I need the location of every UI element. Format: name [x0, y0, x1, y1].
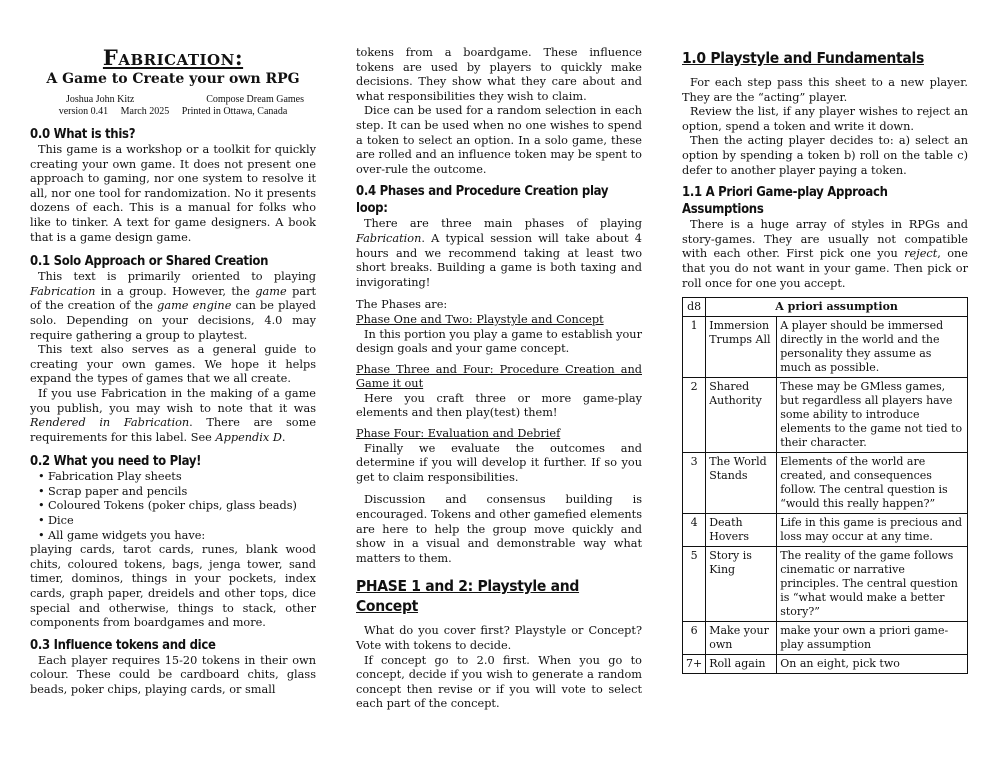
row-name: Death Hovers	[706, 514, 777, 547]
section-heading: 1.1 A Priori Game-play Approach Assumptions	[682, 185, 888, 218]
paragraph: Dice can be used for a random selection in each step. It can be used when no one wishes to spend a token to select an option. In a solo game, these are rolled and an influence token may be spent to over-rule the outcome.	[356, 104, 642, 176]
row-description: A player should be immersed directly in the world and the personality they assume as much as possible.	[777, 317, 968, 378]
table-row	[683, 622, 968, 655]
paragraph: In this portion you play a game to establish your design goals and your game concept.	[356, 327, 642, 356]
document-title: Fabrication:	[102, 45, 244, 70]
row-number: 2	[683, 378, 706, 453]
row-number: 5	[683, 547, 706, 622]
table-row	[683, 655, 968, 674]
table-header-title: A priori assumption	[706, 298, 968, 317]
row-name: Immersion Trumps All	[706, 317, 777, 378]
row-number: 4	[683, 514, 706, 547]
table-header-die: d8	[683, 298, 706, 317]
column-3	[682, 48, 968, 674]
paragraph: This text also serves as a general guide to creating your own games. We hope it helps expand the types of games that we all create.	[30, 343, 316, 386]
row-number: 7+	[683, 655, 706, 674]
paragraph: Review the list, if any player wishes to reject an option, spend a token and write it down.	[682, 105, 968, 133]
row-name: The World Stands	[706, 453, 777, 514]
paragraph: Here you craft three or more game-play elements and then play(test) them!	[356, 391, 642, 420]
byline	[30, 94, 316, 106]
section-heading: 0.2 What you need to Play!	[30, 454, 202, 470]
paragraph: This text is primarily oriented to playing Fabrication in a group. However, the game part of the creation of the game engine can be played solo. Depending on your decisions, 4.0 may require gathering a group to playtest.	[30, 270, 317, 342]
phase-heading: PHASE 1 and 2: Playstyle and Concept	[356, 577, 580, 616]
phases-label: The Phases are:	[356, 298, 448, 312]
paragraph: This game is a workshop or a toolkit for quickly creating your own game. It does not present one approach to gaming, nor one system to resolve it all, nor one tool for randomization. No it presents dozens of each. This is a manual for folks who like to tinker. A text for game designers. A book that is a game design game.	[30, 143, 316, 244]
column-1	[30, 46, 316, 698]
paragraph: If you use Fabrication in the making of a game you publish, you may wish to note that it was Rendered in Fabrication. There are some requirements for this label. See Appendix D.	[30, 386, 317, 444]
paragraph: There is a huge array of styles in RPGs and story-games. They are usually not compatible with each other. First pick one you reject, one that you do not want in your game. Then pick or roll once for one you accept.	[682, 218, 968, 290]
table-row	[683, 453, 968, 514]
paragraph: Finally we evaluate the outcomes and determine if you will develop it further. If so you get to claim responsibilities.	[356, 441, 642, 484]
author: Joshua John Kitz	[66, 94, 135, 105]
row-description: The reality of the game follows cinematic or narrative principles. The central question is “what would make a better story?”	[777, 547, 968, 622]
row-number: 6	[683, 622, 706, 655]
row-number: 1	[683, 317, 706, 378]
section-heading: 1.0 Playstyle and Fundamentals	[682, 49, 924, 67]
row-number: 3	[683, 453, 706, 514]
row-description: These may be GMless games, but regardless all players have some ability to introduce elements to the game not tied to their character.	[777, 378, 968, 453]
paragraph: playing cards, tarot cards, runes, blank wood chits, coloured tokens, bags, jenga tower, sand timer, dominos, things in your pockets, index cards, graph paper, dreidels and other tops, dice special and otherwise, things to stack, other components from boardgames and more.	[30, 543, 316, 630]
row-name: Make your own	[706, 622, 777, 655]
version-line: version 0.41 March 2025 Printed in Ottawa, Canada	[58, 106, 288, 117]
materials-list	[30, 470, 316, 543]
phase-title: Phase Four: Evaluation and Debrief	[356, 427, 561, 441]
paragraph: Discussion and consensus building is encouraged. Tokens and other gamefied elements are here to help the group move quickly and show in a visual and demonstrable way what matters to them.	[356, 493, 643, 565]
list-item: • Fabrication Play sheets	[38, 470, 316, 485]
list-item: • Coloured Tokens (poker chips, glass beads)	[38, 499, 316, 514]
phase-title: Phase Three and Four: Procedure Creation and Game it out	[356, 362, 642, 391]
list-item: • Scrap paper and pencils	[38, 485, 316, 500]
paragraph: For each step pass this sheet to a new player. They are the “acting” player.	[682, 76, 968, 104]
table-row	[683, 514, 968, 547]
row-description: Elements of the world are created, and consequences follow. The central question is “would this really happen?”	[777, 453, 968, 514]
row-name: Roll again	[706, 655, 777, 674]
row-description: make your own a priori game-play assumption	[777, 622, 968, 655]
paragraph: Each player requires 15-20 tokens in their own colour. These could be cardboard chits, glass beads, poker chips, playing cards, or small	[30, 653, 316, 696]
list-item: • Dice	[38, 514, 316, 529]
document-subtitle: A Game to Create your own RPG	[46, 71, 300, 87]
paragraph: There are three main phases of playing Fabrication. A typical session will take about 4 hours and we recommend taking at least two short breaks. Building a game is both taxing and invigorating!	[356, 217, 642, 289]
section-heading: 0.3 Influence tokens and dice	[30, 637, 216, 653]
table-header-row	[683, 298, 968, 317]
table-row	[683, 547, 968, 622]
paragraph: Then the acting player decides to: a) select an option by spending a token b) roll on the table c) defer to another player paying a token.	[682, 134, 968, 177]
section-heading: 0.4 Phases and Procedure Creation play loop:	[356, 184, 609, 217]
row-name: Story is King	[706, 547, 777, 622]
publisher: Compose Dream Games	[206, 94, 304, 105]
table-row	[683, 378, 968, 453]
list-item: • All game widgets you have:	[38, 529, 316, 544]
row-description: Life in this game is precious and loss may occur at any time.	[777, 514, 968, 547]
paragraph: If concept go to 2.0 first. When you go to concept, decide if you wish to generate a random concept then revise or if you will vote to select each part of the concept.	[356, 653, 642, 711]
a-priori-table	[682, 297, 968, 674]
paragraph: tokens from a boardgame. These influence tokens are used by players to quickly make decisions. They show what they care about and what responsibilities they wish to claim.	[356, 46, 642, 103]
column-2	[356, 46, 642, 712]
row-description: On an eight, pick two	[777, 655, 968, 674]
section-heading: 0.0 What is this?	[30, 127, 136, 142]
phase-title: Phase One and Two: Playstyle and Concept	[356, 312, 604, 326]
table-row	[683, 317, 968, 378]
section-heading: 0.1 Solo Approach or Shared Creation	[30, 254, 269, 270]
row-name: Shared Authority	[706, 378, 777, 453]
paragraph: What do you cover first? Playstyle or Concept? Vote with tokens to decide.	[356, 624, 642, 652]
